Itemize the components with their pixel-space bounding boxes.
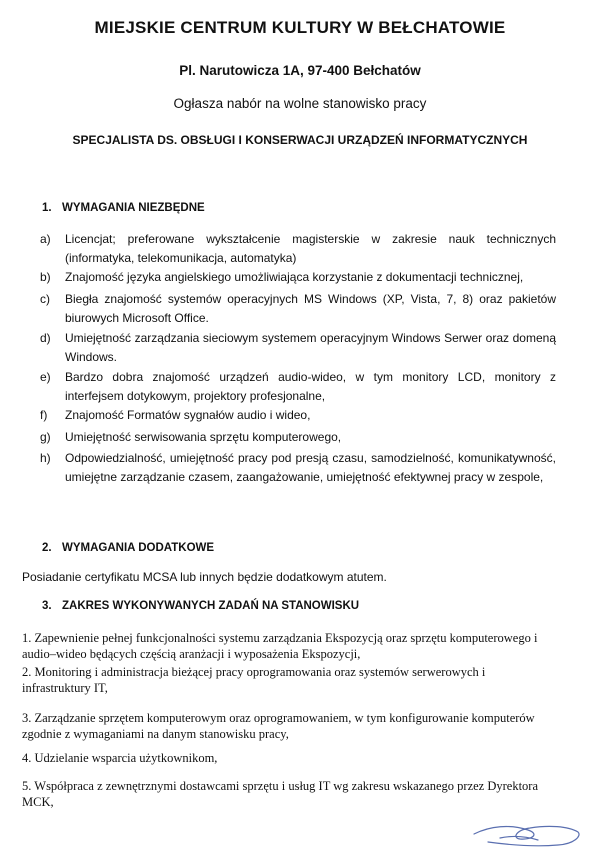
- requirement-item: [40, 329, 556, 366]
- requirement-marker: g): [40, 430, 51, 444]
- task-item: 1. Zapewnienie pełnej funkcjonalności systemu zarządzania Ekspozycją oraz sprzętu komputerowego i audio–wideo będących częścią aranżacji i wyposażenia Ekspozycji,: [22, 631, 538, 661]
- additional-requirement-text: Posiadanie certyfikatu MCSA lub innych będzie dodatkowym atutem.: [22, 570, 387, 584]
- task-item: 2. Monitoring i administracja bieżącej pracy oprogramowania oraz systemów serwerowych i infrastruktury IT,: [22, 665, 486, 695]
- section-1-number: 1.: [42, 202, 52, 214]
- section-1-title: WYMAGANIA NIEZBĘDNE: [62, 202, 205, 214]
- section-2-number: 2.: [42, 542, 52, 554]
- task-item: 3. Zarządzanie sprzętem komputerowym oraz oprogramowaniem, w tym konfigurowanie komputerów zgodnie z wymaganiami na danym stanowisku pracy,: [22, 711, 535, 741]
- section-1-heading: [42, 202, 205, 214]
- requirement-item: [40, 428, 556, 447]
- requirement-text: Umiejętność serwisowania sprzętu komputerowego,: [65, 430, 342, 444]
- requirement-marker: e): [40, 370, 51, 384]
- task-item: 5. Współpraca z zewnętrznymi dostawcami sprzętu i usług IT wg zakresu wskazanego przez Dyrektora MCK,: [22, 779, 539, 809]
- section-2-title: WYMAGANIA DODATKOWE: [62, 542, 215, 554]
- task-item: 4. Udzielanie wsparcia użytkownikom,: [22, 751, 218, 765]
- requirement-marker: f): [40, 408, 48, 422]
- requirement-text: Biegła znajomość systemów operacyjnych MS Windows (XP, Vista, 7, 8) oraz pakietów biurowych Microsoft Office.: [65, 292, 556, 325]
- requirement-text: Znajomość języka angielskiego umożliwiająca korzystanie z dokumentacji technicznej,: [65, 270, 524, 284]
- requirement-marker: d): [40, 331, 51, 345]
- organization-name: MIEJSKIE CENTRUM KULTURY W BEŁCHATOWIE: [94, 18, 506, 37]
- requirement-marker: h): [40, 451, 51, 465]
- requirement-marker: a): [40, 232, 51, 246]
- requirement-item: [40, 268, 556, 287]
- requirement-text: Bardzo dobra znajomość urządzeń audio-wideo, w tym monitory LCD, monitory z interfejsem dotykowym, projektory profesjonalne,: [65, 370, 556, 403]
- requirement-item: [40, 449, 556, 486]
- requirement-text: Odpowiedzialność, umiejętność pracy pod presją czasu, samodzielność, komunikatywność, umiejętne zarządzanie czasem, zaangażowanie, umiejętność efektywnej pracy w zespole,: [65, 451, 556, 484]
- position-title: SPECJALISTA DS. OBSŁUGI I KONSERWACJI URZĄDZEŃ INFORMATYCZNYCH: [72, 133, 528, 147]
- section-2-heading: [42, 542, 214, 554]
- organization-address: Pl. Narutowicza 1A, 97-400 Bełchatów: [179, 63, 421, 78]
- section-3-title: ZAKRES WYKONYWANYCH ZADAŃ NA STANOWISKU: [62, 600, 360, 612]
- requirement-item: [40, 230, 556, 267]
- requirement-item: [40, 290, 556, 327]
- requirement-text: Znajomość Formatów sygnałów audio i wideo,: [65, 408, 311, 422]
- section-3-heading: [42, 600, 359, 612]
- handwritten-signature: [470, 812, 585, 852]
- requirement-marker: b): [40, 270, 51, 284]
- requirement-text: Umiejętność zarządzania sieciowym systemem operacyjnym Windows Serwer oraz domeną Windows.: [65, 331, 556, 364]
- requirement-text: Licencjat; preferowane wykształcenie magisterskie w zakresie nauk technicznych (informatyka, telekomunikacja, automatyka): [65, 232, 556, 265]
- requirement-item: [40, 368, 556, 405]
- requirement-item: [40, 406, 556, 425]
- section-3-number: 3.: [42, 600, 52, 612]
- requirement-marker: c): [40, 292, 50, 306]
- announcement-intro: Ogłasza nabór na wolne stanowisko pracy: [173, 96, 427, 111]
